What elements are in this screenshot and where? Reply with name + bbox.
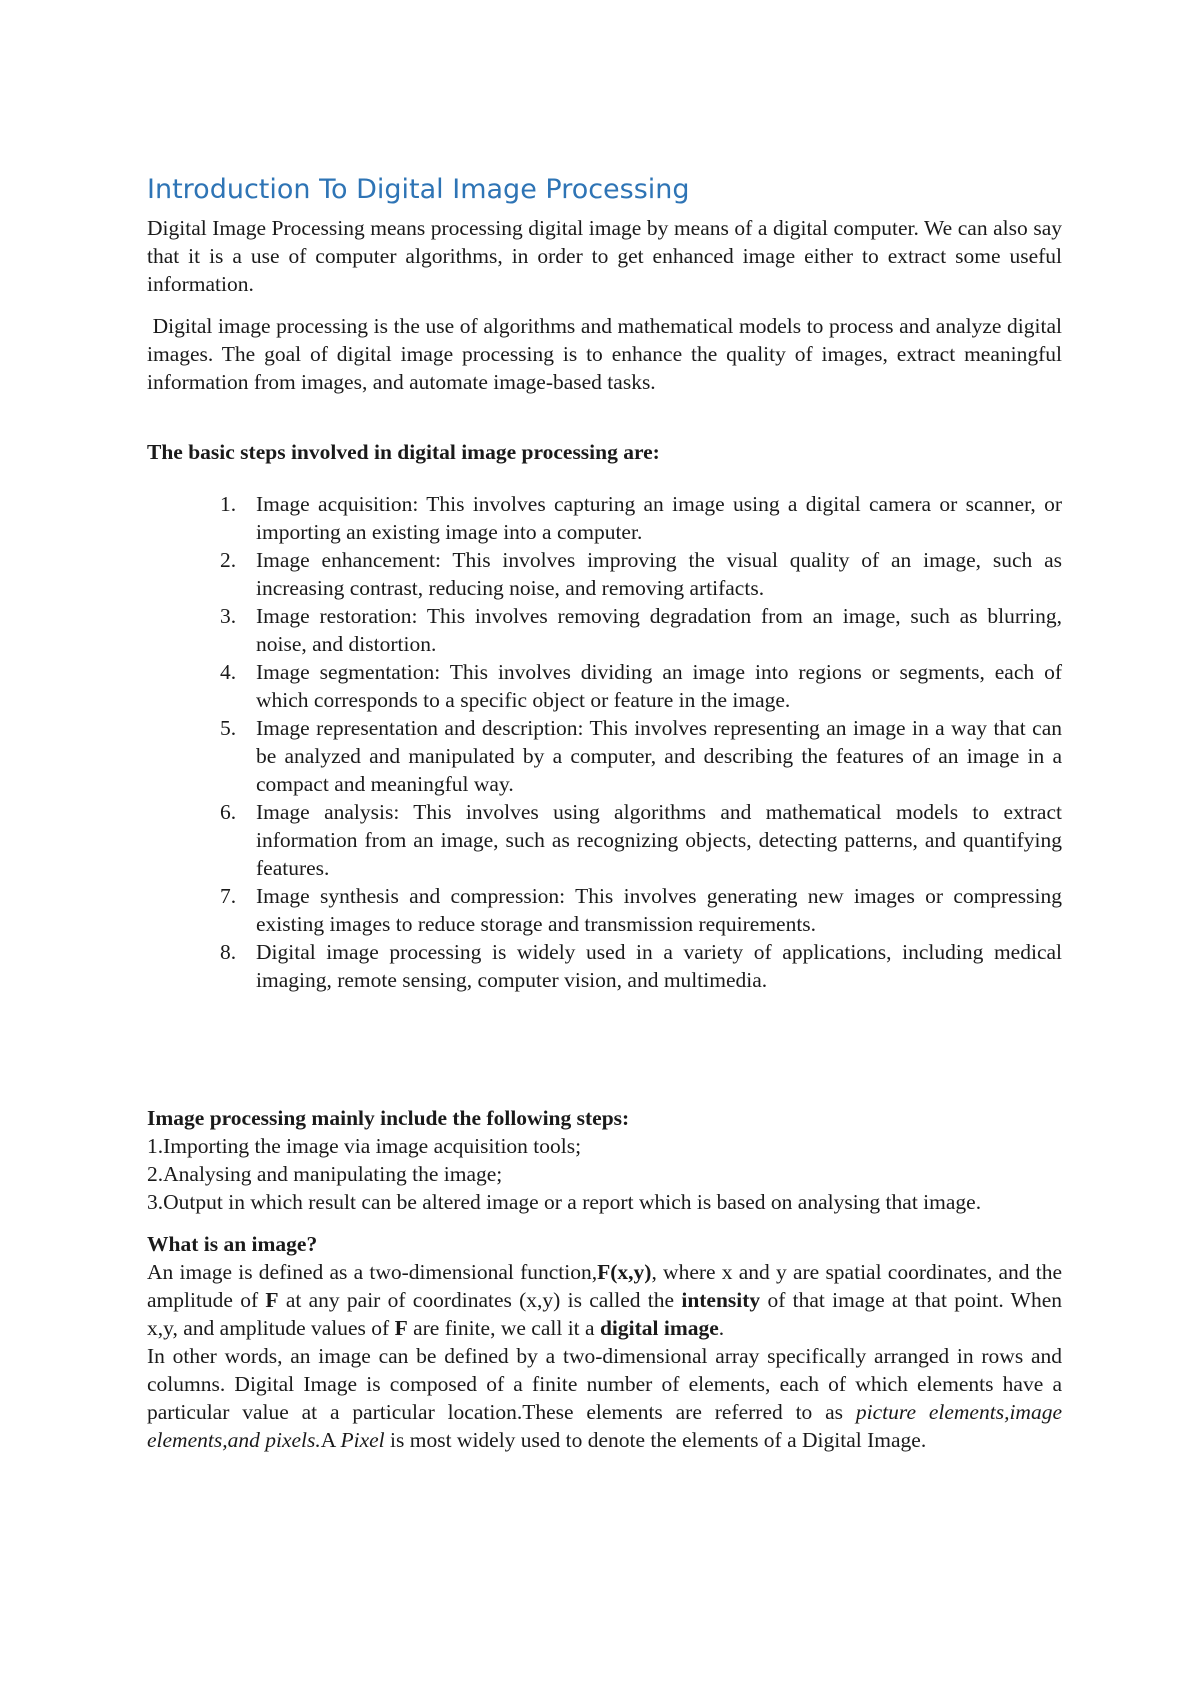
def-bold-intensity: intensity xyxy=(681,1288,761,1312)
list-item-text: Image segmentation: This involves dividing an image into regions or segments, each of which corresponds to a specific object or feature in the image. xyxy=(256,660,1062,712)
list-item-number: 5. xyxy=(220,716,237,740)
other-words-paragraph xyxy=(147,1342,1062,1454)
def-text: of that image at that point. When x,y, and amplitude values of xyxy=(147,1288,1062,1340)
other-italic-elements: picture elements,image elements,and pixels. xyxy=(147,1400,1062,1452)
def-bold-f: F xyxy=(265,1288,279,1312)
main-step-item: 2.Analysing and manipulating the image; xyxy=(147,1162,503,1186)
def-text: An image is defined as a two-dimensional function, xyxy=(147,1260,598,1284)
list-item xyxy=(147,882,1062,938)
list-item-number: 4. xyxy=(220,660,237,684)
main-steps-list xyxy=(147,1132,1062,1216)
document-title: Introduction To Digital Image Processing xyxy=(147,174,690,205)
def-text: at any pair of coordinates (x,y) is called the xyxy=(278,1288,682,1312)
list-item-number: 2. xyxy=(220,548,237,572)
main-steps-heading: Image processing mainly include the following steps: xyxy=(147,1106,630,1130)
list-item xyxy=(147,938,1062,994)
other-text: In other words, an image can be defined by a two-dimensional array specifically arranged in rows and columns. Digital Image is composed of a finite number of elements, each of which elements have a particular value at a particular location.These elements are referred to as xyxy=(147,1344,1062,1424)
list-item xyxy=(147,602,1062,658)
list-item-text: Image synthesis and compression: This involves generating new images or compressing existing images to reduce storage and transmission requirements. xyxy=(256,884,1062,936)
def-text: are finite, we call it a xyxy=(407,1316,600,1340)
list-item-text: Image restoration: This involves removing degradation from an image, such as blurring, noise, and distortion. xyxy=(256,604,1062,656)
list-item-text: Image acquisition: This involves capturing an image using a digital camera or scanner, or importing an existing image into a computer. xyxy=(256,492,1062,544)
list-item-number: 3. xyxy=(220,604,237,628)
other-italic-pixel: Pixel xyxy=(340,1428,385,1452)
list-item xyxy=(147,798,1062,882)
image-definition-paragraph xyxy=(147,1258,1062,1342)
main-step-item: 1.Importing the image via image acquisition tools; xyxy=(147,1134,582,1158)
main-step-item: 3.Output in which result can be altered image or a report which is based on analysing that image. xyxy=(147,1190,982,1214)
list-item-number: 8. xyxy=(220,940,237,964)
list-item-text: Image analysis: This involves using algorithms and mathematical models to extract information from an image, such as recognizing objects, detecting patterns, and quantifying features. xyxy=(256,800,1062,880)
list-item-text: Digital image processing is widely used in a variety of applications, including medical imaging, remote sensing, computer vision, and multimedia. xyxy=(256,940,1062,992)
intro-paragraph: Digital Image Processing means processing digital image by means of a digital computer. We can also say that it is a use of computer algorithms, in order to get enhanced image either to extract some useful information. xyxy=(147,216,1062,296)
other-text: A xyxy=(320,1428,341,1452)
list-item-number: 7. xyxy=(220,884,237,908)
def-bold-function: F(x,y) xyxy=(597,1260,652,1284)
other-text: is most widely used to denote the elements of a Digital Image. xyxy=(384,1428,927,1452)
list-item-number: 6. xyxy=(220,800,237,824)
list-item xyxy=(147,658,1062,714)
def-bold-f: F xyxy=(394,1316,408,1340)
what-is-image-heading: What is an image? xyxy=(147,1232,318,1256)
def-bold-digital-image: digital image xyxy=(599,1316,719,1340)
second-paragraph xyxy=(147,312,1062,396)
steps-heading: The basic steps involved in digital image processing are: xyxy=(147,440,660,464)
def-text: , where x and y are spatial coordinates, and the amplitude of xyxy=(147,1260,1062,1312)
list-item-number: 1. xyxy=(220,492,237,516)
list-item-text: Image representation and description: This involves representing an image in a way that can be analyzed and manipulated by a computer, and describing the features of an image in a compact and meaningful way. xyxy=(256,716,1062,796)
def-text: . xyxy=(718,1316,725,1340)
list-item xyxy=(147,714,1062,798)
steps-list xyxy=(147,490,1062,994)
list-item xyxy=(147,490,1062,546)
list-item xyxy=(147,546,1062,602)
list-item-text: Image enhancement: This involves improving the visual quality of an image, such as increasing contrast, reducing noise, and removing artifacts. xyxy=(256,548,1062,600)
second-paragraph-text: Digital image processing is the use of algorithms and mathematical models to process and analyze digital images. The goal of digital image processing is to enhance the quality of images, extract meaningful information from images, and automate image-based tasks. xyxy=(147,314,1062,394)
document-page xyxy=(147,172,1062,1454)
